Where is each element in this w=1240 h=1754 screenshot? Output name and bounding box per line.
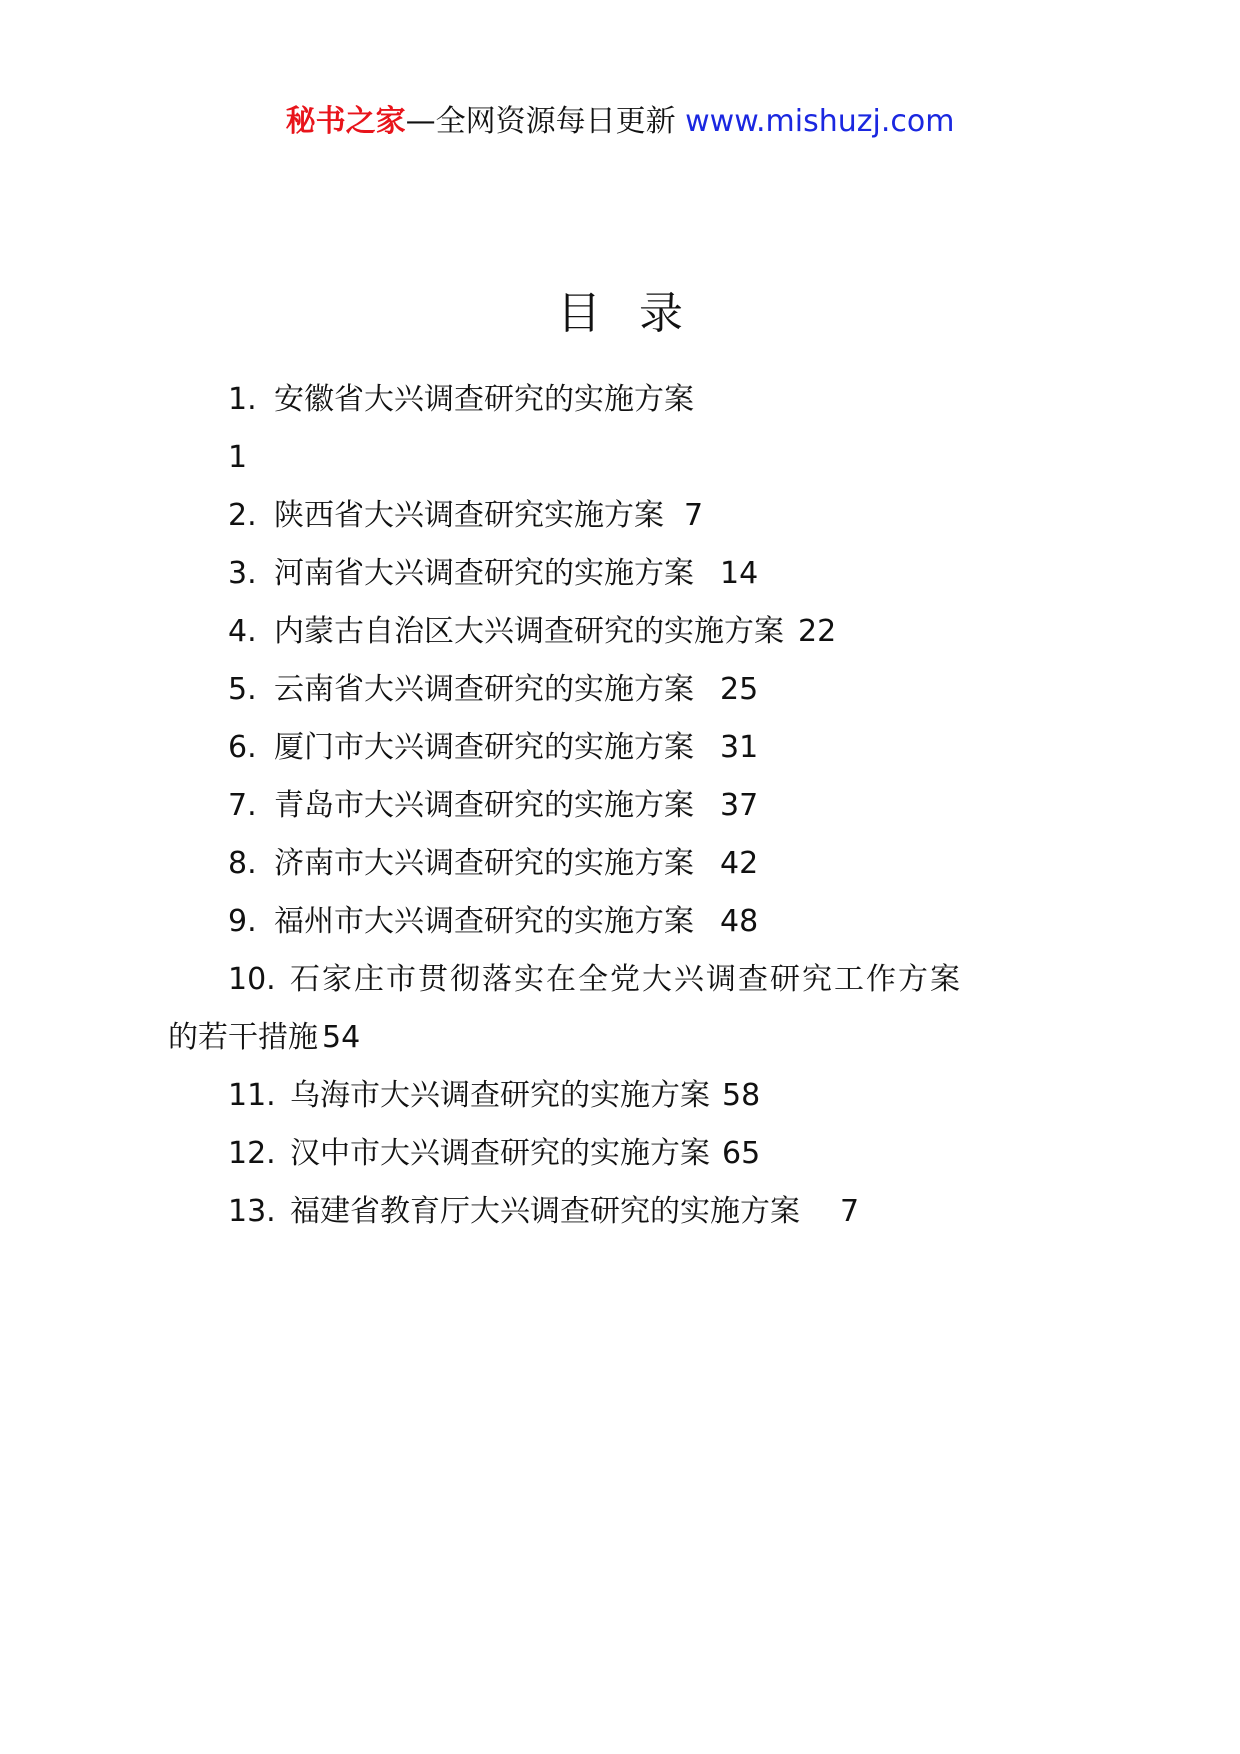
toc-entry-6[interactable] [228, 728, 758, 768]
toc-page-number: 65 [722, 1136, 761, 1171]
site-header [0, 102, 1240, 142]
toc-page-number: 7 [840, 1194, 860, 1229]
toc-page-number: 42 [720, 846, 759, 881]
toc-number: 3. [228, 556, 257, 591]
toc-page-number: 22 [798, 614, 837, 649]
toc-entry-10[interactable] [228, 960, 962, 1000]
toc-entry-4[interactable] [228, 612, 836, 652]
toc-entry-12[interactable] [228, 1134, 760, 1174]
toc-entry-11[interactable] [228, 1076, 760, 1116]
toc-entry-1[interactable] [228, 380, 694, 420]
toc-entry-1-page [228, 438, 247, 478]
toc-page-number: 37 [720, 788, 759, 823]
toc-title: 福州市大兴调查研究的实施方案 [274, 904, 694, 939]
toc-title: 青岛市大兴调查研究的实施方案 [274, 788, 694, 823]
toc-number: 7. [228, 788, 257, 823]
toc-entry-5[interactable] [228, 670, 758, 710]
toc-entry-3[interactable] [228, 554, 758, 594]
site-brand: 秘书之家 [285, 104, 406, 139]
toc-title: 济南市大兴调查研究的实施方案 [274, 846, 694, 881]
toc-number: 11. [228, 1078, 276, 1113]
toc-title: 河南省大兴调查研究的实施方案 [274, 556, 694, 591]
toc-number: 5. [228, 672, 257, 707]
toc-entry-10-continued[interactable] [168, 1018, 360, 1058]
toc-page-number: 54 [322, 1020, 361, 1055]
toc-entry-9[interactable] [228, 902, 758, 942]
toc-page-number: 58 [722, 1078, 761, 1113]
toc-page-number: 48 [720, 904, 759, 939]
toc-entry-2[interactable] [228, 496, 703, 536]
toc-number: 12. [228, 1136, 276, 1171]
toc-number: 8. [228, 846, 257, 881]
toc-entry-8[interactable] [228, 844, 758, 884]
toc-number: 6. [228, 730, 257, 765]
toc-number: 10. [228, 962, 276, 997]
toc-title-continued: 的若干措施 [168, 1020, 318, 1055]
toc-title: 汉中市大兴调查研究的实施方案 [290, 1136, 710, 1171]
toc-entry-13[interactable] [228, 1192, 859, 1232]
page-title: 目录 [557, 288, 721, 339]
toc-number: 13. [228, 1194, 276, 1229]
toc-entry-7[interactable] [228, 786, 758, 826]
toc-number: 4. [228, 614, 257, 649]
toc-title: 乌海市大兴调查研究的实施方案 [290, 1078, 710, 1113]
toc-title: 内蒙古自治区大兴调查研究的实施方案 [274, 614, 784, 649]
toc-number: 1. [228, 382, 257, 417]
toc-page-number: 1 [228, 440, 248, 475]
toc-title: 福建省教育厅大兴调查研究的实施方案 [290, 1194, 800, 1229]
toc-title: 陕西省大兴调查研究实施方案 [274, 498, 664, 533]
toc-page-number: 25 [720, 672, 759, 707]
toc-page-number: 14 [720, 556, 759, 591]
toc-title: 云南省大兴调查研究的实施方案 [274, 672, 694, 707]
toc-number: 2. [228, 498, 257, 533]
toc-page-number: 31 [720, 730, 759, 765]
site-tagline: —全网资源每日更新 [405, 104, 676, 139]
site-url-link[interactable]: www.mishuzj.com [685, 104, 955, 139]
toc-title: 厦门市大兴调查研究的实施方案 [274, 730, 694, 765]
toc-title: 安徽省大兴调查研究的实施方案 [274, 382, 694, 417]
toc-page-number: 7 [684, 498, 704, 533]
toc-number: 9. [228, 904, 257, 939]
toc-title: 石家庄市贯彻落实在全党大兴调查研究工作方案 [290, 962, 962, 997]
